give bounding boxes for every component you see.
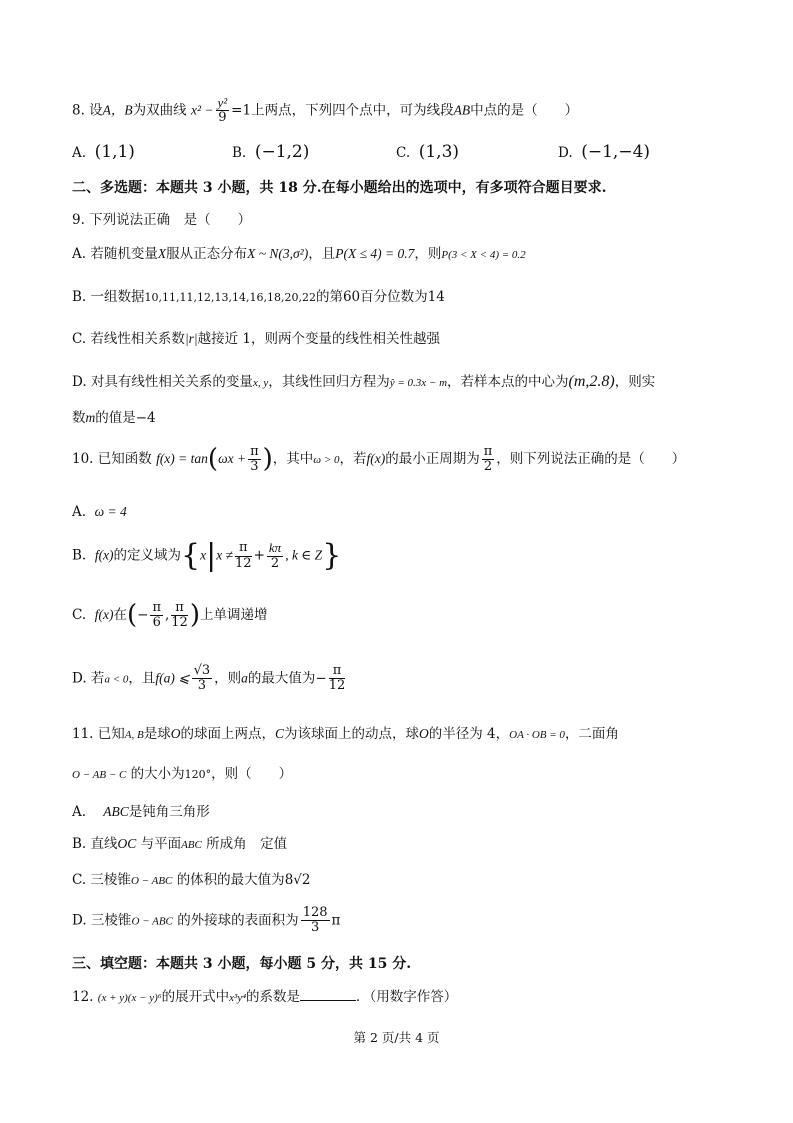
- q10-six-den: 6: [152, 615, 161, 631]
- q10-kpi-num: kπ: [268, 540, 282, 556]
- q12-tail: ．（用数字作答）: [356, 989, 458, 1005]
- q8-ab: A，B: [102, 102, 133, 118]
- q11-dot: OA · OB = 0: [509, 729, 565, 741]
- q9-c-end: 越接近 1，则两个变量的线性相关性越强: [197, 331, 441, 347]
- q12-end: 的系数是: [246, 989, 301, 1005]
- q11-l1-mid: 是球: [143, 726, 171, 742]
- q10-option-c: C. f(x)在(− $\frac{\pi}{6}$ , $\frac{\pi}{12}$ )上单调递增: [72, 599, 268, 631]
- q9-b-num: 60: [342, 289, 361, 305]
- q9-d-mid2: ，若样本点的中心为: [447, 374, 569, 390]
- q8-frac-num: y²: [217, 95, 228, 110]
- q9-d-xy: x, y: [252, 377, 269, 389]
- q10-d-ineq: f(a) ⩽: [155, 670, 190, 686]
- q8-end: 中点的是（ ）: [470, 102, 579, 119]
- q10-stem-pre: 10. 已知函数: [72, 451, 152, 468]
- q11-l2-mid: 的大小为: [130, 766, 185, 782]
- q11-deg: 120°: [184, 768, 212, 781]
- q9-b-data: 10,11,11,12,13,14,16,18,20,22: [144, 291, 316, 304]
- q8-eq-x: x² −: [190, 102, 214, 118]
- q8-eq-tail: =1: [231, 102, 252, 119]
- q10-option-d: [72, 664, 347, 694]
- q9-d-mid: ，其线性回归方程为: [268, 374, 390, 390]
- q8-frac: [216, 96, 230, 126]
- q11-frac-128-3: [301, 906, 330, 936]
- q10-b-label: B.: [72, 547, 87, 564]
- q11-stem-line1: [72, 726, 619, 742]
- q9-stem: 9. 下列说法正确 是（ ）: [72, 212, 252, 228]
- q10-b-set-cond: x ≠: [216, 547, 234, 563]
- q9-b-ans: 14: [427, 289, 445, 305]
- q8-option-d: [558, 142, 650, 162]
- q9-a-x: X: [157, 246, 167, 261]
- q9-a-then: ，则: [414, 246, 442, 262]
- q9-d-pre: D. 对具有线性相关关系的变量: [72, 374, 253, 390]
- q10-twelveb-den: 12: [171, 615, 188, 631]
- q10-pi12b-num: π: [171, 601, 188, 616]
- q10-twelve-den: 12: [235, 555, 252, 571]
- q11-angle: O − AB − C: [72, 769, 127, 781]
- q10-d-pre: D. 若: [72, 670, 105, 687]
- q8-option-b-label: B.: [232, 145, 247, 161]
- q11-a-end: 是钝角三角形: [128, 804, 210, 820]
- q9-d-line2-pre: 数: [72, 410, 86, 426]
- q10-c-label: C.: [72, 607, 87, 624]
- q10-c-in: 在: [113, 607, 127, 624]
- q11-a-label: A.: [72, 804, 87, 820]
- q10-stem-mid2: ，若: [339, 451, 367, 468]
- q10-frac-pi12b: [171, 601, 188, 631]
- q11-l1-pre: 11. 已知: [72, 726, 125, 742]
- q11-l1-mid3: 为该球面上的动点，球: [283, 726, 419, 742]
- q11-l2-end: ，则（ ）: [211, 766, 293, 782]
- q8-option-c-label: C.: [396, 145, 411, 161]
- q9-a-mid: 服从正态分布: [166, 246, 248, 262]
- q11-d-pi: π: [331, 912, 341, 929]
- q8-ab2: AB: [453, 102, 471, 118]
- page-footer: 第 2 页/共 4 页: [353, 1030, 440, 1045]
- q11-abc: ABC: [181, 839, 202, 851]
- q11-c: C: [274, 726, 284, 741]
- section2-title: 二、多选题：本题共 3 小题，共 18 分.在每小题给出的选项中，有多项符合题目要求.: [72, 180, 607, 196]
- q11-l1-mid2: 的球面上两点，: [180, 726, 275, 742]
- q11-d-den: 3: [310, 920, 320, 936]
- q10-frac-pi12: [235, 541, 252, 571]
- q8-option-a: [72, 142, 135, 162]
- q8-option-d-value: (−1,−4): [581, 142, 651, 162]
- q9-b-mid: 的第: [315, 289, 343, 305]
- q10-frac-pi3: [248, 445, 261, 475]
- q12-stem: [72, 988, 457, 1005]
- q10-a-val: ω = 4: [94, 504, 127, 519]
- q10-frac-kpi2: [267, 541, 283, 571]
- q9-option-a: [72, 246, 526, 262]
- q10-b-fx: f(x): [94, 547, 114, 563]
- q9-d-pt: (m,2.8): [568, 373, 615, 390]
- q11-o2: O: [418, 726, 429, 741]
- q9-a-pre: A. 若随机变量: [72, 246, 158, 262]
- q8-option-b-value: (−1,2): [254, 142, 310, 162]
- q9-option-b: [72, 289, 445, 305]
- q11-c-pre: C. 三棱锥: [72, 872, 131, 888]
- q11-stem-line2: [72, 766, 292, 782]
- q11-b-end: 所成角 定值: [206, 836, 288, 852]
- q9-option-d-line1: [72, 372, 655, 391]
- q11-l1-mid4: 的半径为 4，: [428, 726, 510, 742]
- q8-option-d-label: D.: [558, 145, 573, 161]
- q10-fx: f(x): [366, 451, 386, 467]
- q11-d-end: 的外接球的表面积为: [177, 912, 299, 929]
- q12-mid: 的展开式中: [161, 989, 230, 1005]
- q11-pyr: O − ABC: [130, 875, 173, 887]
- q10-three-den: 3: [250, 459, 259, 475]
- q8-option-b: [232, 142, 309, 162]
- q9-a-dist: X ~ N(3,σ²): [247, 246, 309, 261]
- q11-b-pre: B. 直线: [72, 836, 118, 852]
- q8-stem: [72, 96, 578, 126]
- q9-d-eq: ŷ = 0.3x − m: [389, 377, 448, 389]
- q11-d-num: 128: [302, 905, 328, 920]
- q10-c-neg: −: [137, 607, 149, 624]
- q10-twelvec-den: 12: [328, 678, 346, 694]
- q10-frac-sqrt3: [192, 664, 213, 694]
- q8-frac-den: 9: [218, 110, 227, 126]
- q11-option-b: [72, 836, 287, 852]
- q10-sqrt3-den: 3: [197, 678, 206, 694]
- q10-d-and: ，且: [128, 670, 156, 687]
- q10-d-cond: a < 0: [104, 673, 129, 686]
- q10-frac-pi6: [150, 601, 163, 631]
- q10-w-cond: ω > 0: [313, 454, 340, 467]
- q11-a-t: ABC: [103, 804, 129, 819]
- q10-c-fx: f(x): [94, 607, 114, 623]
- q9-a-res: P(3 < X < 4) = 0.2: [441, 249, 526, 261]
- q11-c-val: 8√2: [284, 872, 311, 888]
- q10-b-mid: 的定义域为: [113, 547, 182, 564]
- q9-c-pre: C. 若线性相关系数: [72, 331, 185, 347]
- q10-c-end: 上单调递增: [199, 607, 268, 624]
- q10-stem-mid3: 的最小正周期为: [385, 451, 480, 468]
- q11-o: O: [170, 726, 181, 741]
- q10-pi12c-num: π: [329, 664, 346, 679]
- q10-frac-pi2: [482, 445, 495, 475]
- q10-pi2-num: π: [483, 443, 493, 459]
- q10-kpi-den: 2: [270, 555, 280, 571]
- q10-pi12-num: π: [235, 541, 252, 556]
- q10-option-b: B. f(x)的定义域为{x|x ≠ $\frac{\pi}{12}$ + $\frac{k\pi}{2}$ , k ∈ Z}: [72, 538, 342, 573]
- q9-a-p: P(X ≤ 4) = 0.7: [335, 246, 415, 261]
- q12-term: x³y⁴: [229, 992, 247, 1004]
- q10-pi6-num: π: [152, 599, 161, 615]
- q10-two-den: 2: [483, 459, 493, 475]
- q8-mid2: 上两点，下列四个点中，可为线段: [251, 102, 454, 119]
- q9-d-end: ，则实: [614, 374, 656, 390]
- q9-option-c: [72, 331, 440, 347]
- q11-d-pre: D. 三棱锥: [72, 912, 132, 929]
- q10-pi-num: π: [250, 443, 259, 459]
- q11-option-a: [72, 804, 210, 820]
- q10-stem: 10. 已知函数 f(x) = tan(ωx + $\frac{\pi}{3}$ )，其中ω > 0，若f(x)的最小正周期为 $\frac{\pi}{2}$ ，则下列说法正确的是（ ）: [72, 443, 686, 475]
- q9-a-and: ，且: [308, 246, 336, 262]
- q10-stem-end: ，则下列说法正确的是（ ）: [496, 451, 686, 468]
- q11-l1-end: ，二面角: [564, 726, 619, 742]
- q12-answer-blank[interactable]: [300, 988, 356, 1001]
- q9-c-r: |r|: [184, 331, 198, 346]
- q11-option-d: [72, 906, 340, 936]
- q10-b-set-tail: , k ∈ Z: [285, 547, 323, 563]
- q12-expr: (x + y)(x − y)⁶: [97, 992, 162, 1004]
- q8-option-c: [396, 142, 459, 162]
- q11-d-pyr: O − ABC: [131, 915, 173, 928]
- q10-d-end: 的最大值为: [247, 670, 316, 687]
- q8-option-a-label: A.: [72, 145, 87, 161]
- q9-d-val: −4: [135, 410, 156, 426]
- q10-f-arg: ωx +: [218, 451, 247, 467]
- q10-frac-pi12c: [329, 664, 346, 694]
- q10-f-lhs: f(x) = tan: [156, 451, 208, 467]
- q10-b-set-pre: x: [200, 547, 207, 563]
- q8-stem-pre: 8. 设: [72, 102, 103, 119]
- q10-d-then: ，则: [214, 670, 242, 687]
- q10-sqrt3-num: √3: [193, 663, 211, 678]
- q11-b-mid: 与平面: [140, 836, 182, 852]
- q10-d-neg: −: [315, 670, 327, 687]
- q9-d-m: m: [85, 410, 96, 425]
- q10-d-a: a: [241, 670, 248, 686]
- q10-option-a: [72, 504, 127, 520]
- q9-b-end: 百分位数为: [360, 289, 428, 305]
- q8-mid1: 为双曲线: [132, 102, 187, 119]
- q11-c-end: 的体积的最大值为: [176, 872, 285, 888]
- q8-option-c-value: (1,3): [418, 142, 460, 162]
- q11-option-c: [72, 872, 310, 888]
- q9-d-line2-end: 的值是: [95, 410, 136, 426]
- q10-stem-mid: ，其中: [272, 451, 314, 468]
- section3-title: 三、填空题：本题共 3 小题，每小题 5 分，共 15 分.: [72, 956, 412, 972]
- q8-option-a-value: (1,1): [94, 142, 135, 162]
- q9-option-d-line2: [72, 410, 156, 426]
- q11-ab: A, B: [124, 729, 144, 741]
- q12-pre: 12.: [72, 989, 94, 1005]
- q11-oc: OC: [117, 836, 137, 851]
- q9-b-pre: B. 一组数据: [72, 289, 145, 305]
- q10-a-label: A.: [72, 504, 87, 520]
